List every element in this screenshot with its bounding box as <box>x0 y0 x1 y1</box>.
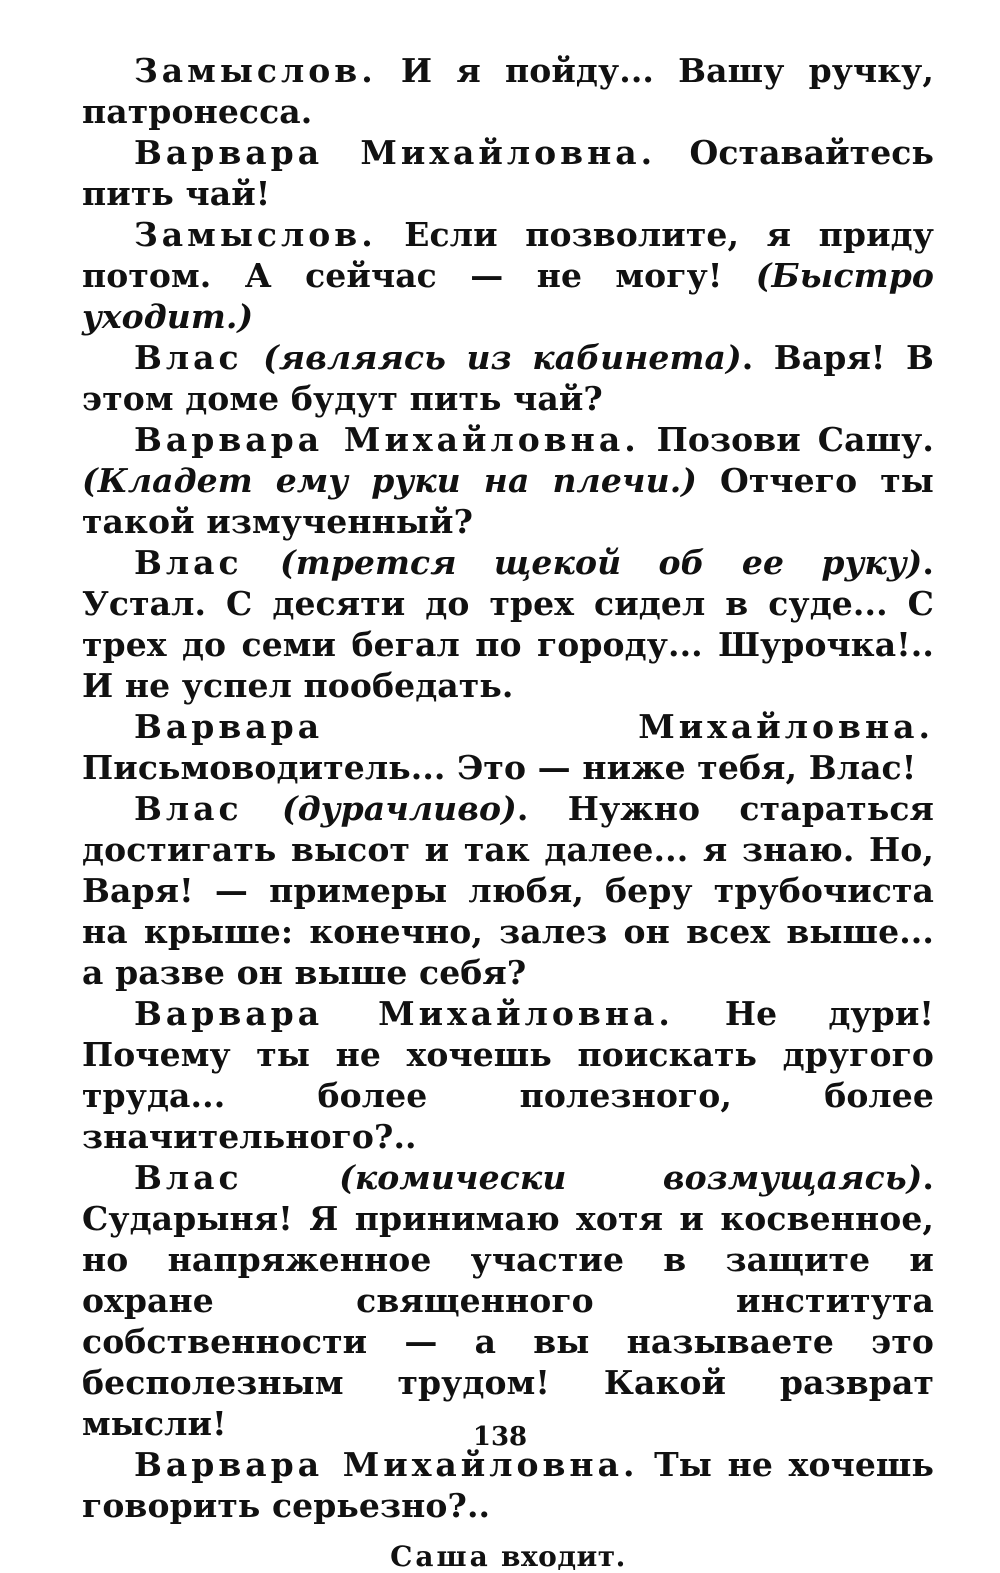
dialogue-paragraph <box>82 132 934 214</box>
dialogue-paragraph <box>82 1157 934 1444</box>
speech-text: . Нужно стараться достигать высот и так далее... я знаю. Но, Варя! — примеры любя, беру трубочиста на крыше: конечно, залез он всех выше... а разве он выше себя? <box>82 789 935 992</box>
speech-text <box>243 338 264 377</box>
speech-text: Отчего ты такой измученный? <box>82 461 934 541</box>
stage-direction-text: входит. <box>490 1540 626 1573</box>
speaker-name: Варвара Михайловна. <box>134 1445 639 1484</box>
stage-remark: (комически возмущаясь) <box>339 1158 923 1197</box>
dialogue-paragraph <box>82 419 934 542</box>
speaker-name: Влас <box>134 543 243 582</box>
stage-remark: (Кладет ему руки на плечи.) <box>82 461 697 500</box>
stage-remark: (являясь из кабинета) <box>263 338 742 377</box>
speech-text: Позови Сашу. <box>639 420 934 459</box>
stage-direction-speaker: Саша <box>390 1540 491 1573</box>
speech-text <box>243 789 282 828</box>
dialogue-block <box>82 50 934 1526</box>
speaker-name: Замыслов. <box>134 51 377 90</box>
speaker-name: Влас <box>134 789 243 828</box>
dialogue-paragraph <box>82 993 934 1157</box>
dialogue-paragraph <box>82 214 934 337</box>
speaker-name: Варвара Михайловна. <box>134 707 934 746</box>
dialogue-paragraph <box>82 50 934 132</box>
stage-remark: (Быстро уходит.) <box>82 256 934 336</box>
stage-direction <box>82 1540 934 1573</box>
speaker-name: Варвара Михайловна. <box>134 133 657 172</box>
speaker-name: Варвара Михайловна. <box>134 420 640 459</box>
stage-remark: (дурачливо) <box>281 789 517 828</box>
speech-text: Письмоводитель... Это — ниже тебя, Влас! <box>82 748 917 787</box>
speech-text: . Варя! В этом доме будут пить чай? <box>82 338 934 418</box>
speech-text <box>243 543 280 582</box>
speaker-name: Варвара Михайловна. <box>134 994 674 1033</box>
speech-text: Не дури! Почему ты не хочешь поискать другого труда... более полезного, более значительного?.. <box>82 994 934 1156</box>
speaker-name: Влас <box>134 338 243 377</box>
speech-text <box>243 1158 339 1197</box>
dialogue-paragraph <box>82 1444 934 1526</box>
speech-text: . Устал. С десяти до трех сидел в суде... С трех до семи бегал по городу... Шурочка!.. И не успел пообедать. <box>82 543 934 705</box>
speech-text: И я пойду... Вашу ручку, патронесса. <box>82 51 934 131</box>
speech-text: . Сударыня! Я принимаю хотя и косвенное, но напряженное участие в защите и охране священного института собственности — а вы называете это бесполезным трудом! Какой разврат мысли! <box>82 1158 934 1443</box>
stage-remark: (трется щекой об ее руку) <box>279 543 923 582</box>
play-text-page <box>82 50 934 1573</box>
dialogue-paragraph <box>82 788 934 993</box>
speech-text: Если позволите, я приду потом. А сейчас — не могу! <box>82 215 934 295</box>
dialogue-paragraph <box>82 337 934 419</box>
page-number: 138 <box>472 1422 528 1452</box>
speech-text: Оставайтесь пить чай! <box>82 133 934 213</box>
dialogue-paragraph <box>82 542 934 706</box>
speech-text: Ты не хочешь говорить серьезно?.. <box>82 1445 934 1525</box>
speaker-name: Замыслов. <box>134 215 377 254</box>
dialogue-paragraph <box>82 706 934 788</box>
speaker-name: Влас <box>134 1158 243 1197</box>
